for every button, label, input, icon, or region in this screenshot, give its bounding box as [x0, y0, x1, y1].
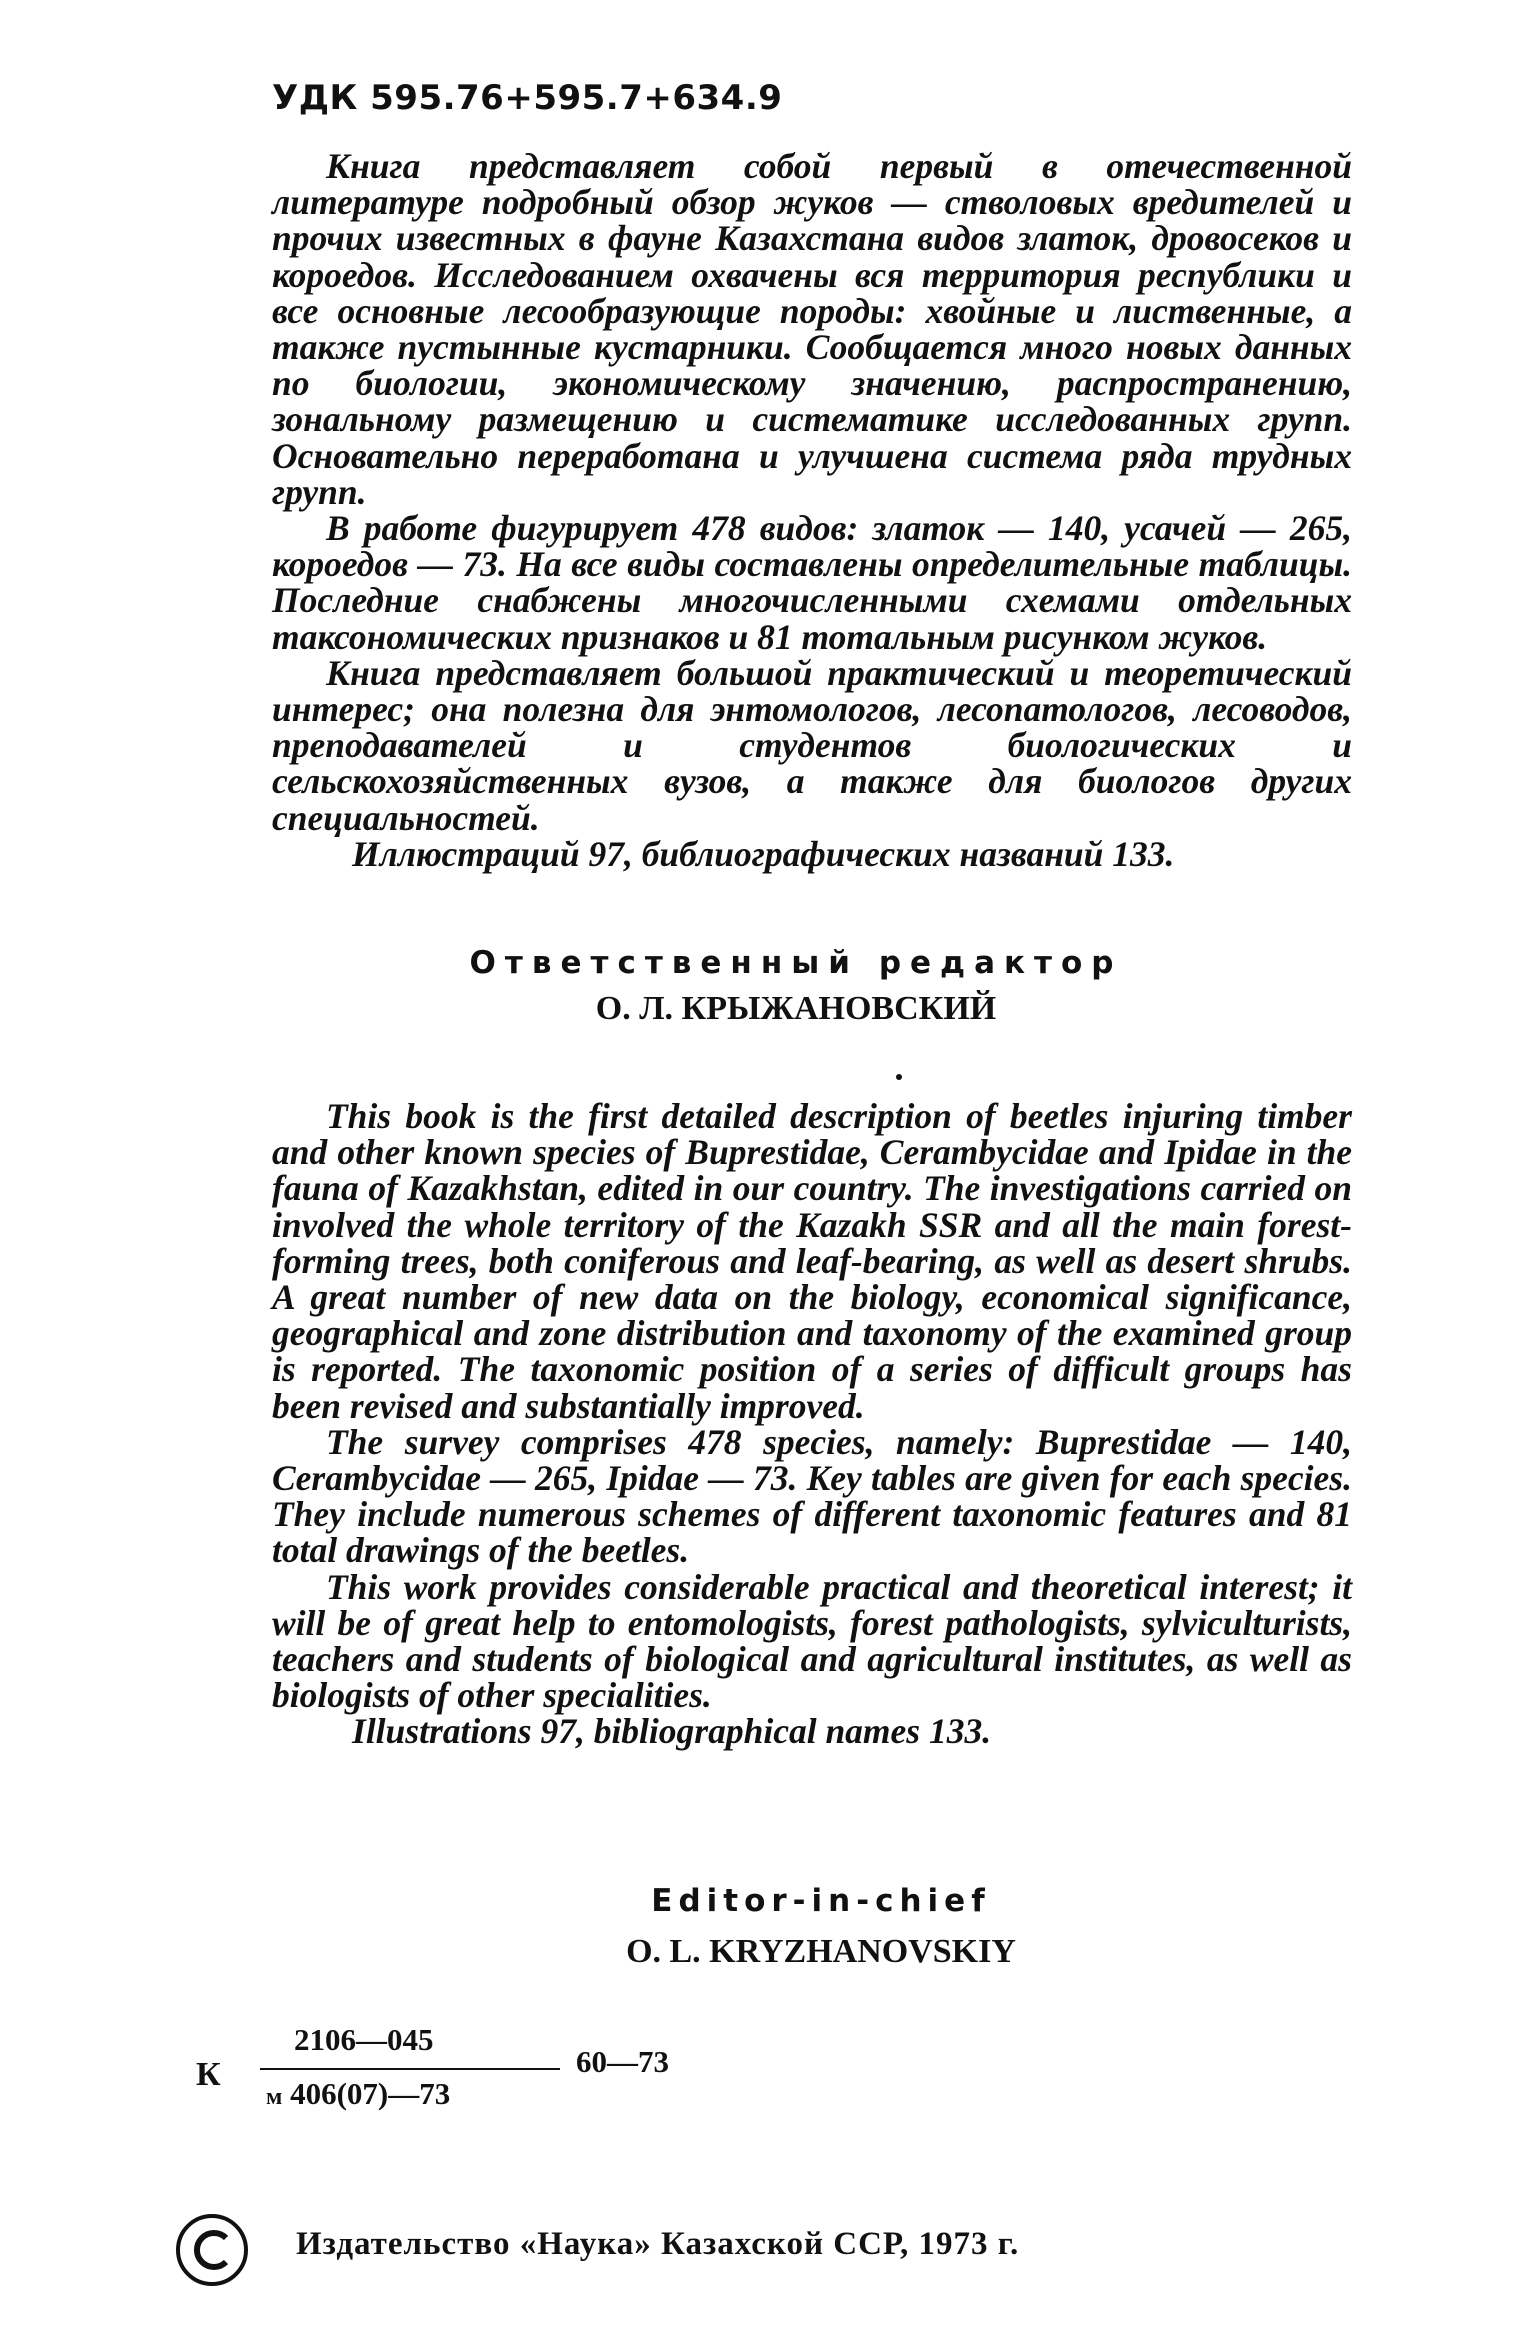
catalog-denominator-group — [266, 2076, 450, 2112]
english-editor-name: O. L. KRYZHANOVSKIY — [626, 1933, 1016, 1970]
russian-abstract-paragraph: Книга представляет собой первый в отечественной литературе подробный обзор жуков — стволовых вредителей и прочих известных в фауне Казахстана видов златок, дровосеков и короедов. Исследованием охвачены вся территория республики и все основные лесообразующие породы: хвойные и лиственные, а также пустынные кустарники. Сообщается много новых данных по биологии, экономическому значению, распространению, зональному размещению и систематике исследованных групп. Основательно переработана и улучшена система ряда трудных групп. — [272, 146, 1352, 512]
english-abstract-paragraph: This book is the first detailed description of beetles injuring timber and other known species of Buprestidae, Cerambycidae and Ipidae in the fauna of Kazakhstan, edited in our country. The investigations carried on involved the whole territory of the Kazakh SSR and all the main forest-forming trees, both coniferous and leaf-bearing, as well as desert shrubs. A great number of new data on the biology, economical significance, geographical and zone distribution and taxonomy of the examined group is reported. The taxonomic position of a series of difficult groups has been revised and substantially improved. — [272, 1096, 1352, 1426]
catalog-denominator-prefix: м — [266, 2084, 283, 2110]
russian-editor-name: О. Л. КРЫЖАНОВСКИЙ — [595, 990, 997, 1027]
russian-abstract-paragraph: Книга представляет большой практический и теоретический интерес; она полезна для энтомологов, лесопатологов, лесоводов, преподавателей и студентов биологических и сельскохозяйственных вузов, а также для биологов других специальностей. — [272, 652, 1352, 838]
russian-illustrations-count: Иллюстраций 97, библиографических названий 133. — [352, 833, 1175, 874]
fraction-line — [260, 2068, 560, 2070]
catalog-denominator: 406(07)—73 — [290, 2076, 451, 2111]
copyright-icon — [174, 2212, 250, 2288]
english-illustrations-count: Illustrations 97, bibliographical names 133. — [352, 1711, 992, 1752]
english-abstract — [272, 1098, 1352, 1750]
english-abstract-paragraph: The survey comprises 478 species, namely: Buprestidae — 140, Cerambycidae — 265, Ipidae — 73. Key tables are given for each species. They include numerous schemes of different taxonomic features and 81 total drawings of the beetles. — [272, 1421, 1352, 1571]
catalog-index — [196, 2022, 716, 2132]
publisher-imprint: Издательство «Наука» Казахской ССР, 1973 г. — [296, 2226, 1020, 2262]
russian-editor-label: Ответственный редактор — [469, 945, 1123, 981]
catalog-code: 60—73 — [576, 2044, 669, 2079]
english-abstract-paragraph: This work provides considerable practical and theoretical interest; it will be of great help to entomologists, forest pathologists, sylviculturists, teachers and students of biological and agricultural institutes, as well as biologists of other specialities. — [272, 1566, 1352, 1716]
english-editor-label: Editor-in-chief — [651, 1883, 991, 1919]
udk-classification: УДК 595.76+595.7+634.9 — [272, 78, 783, 118]
russian-abstract — [272, 148, 1352, 872]
russian-abstract-paragraph: В работе фигурирует 478 видов: златок — 140, усачей — 265, короедов — 73. На все виды составлены определительные таблицы. Последние снабжены многочисленными схемами отдельных таксономических признаков и 81 тотальным рисунком жуков. — [272, 508, 1352, 657]
printed-dot-mark — [896, 1074, 902, 1080]
catalog-letter: К — [196, 2056, 221, 2093]
catalog-numerator: 2106—045 — [294, 2022, 434, 2057]
